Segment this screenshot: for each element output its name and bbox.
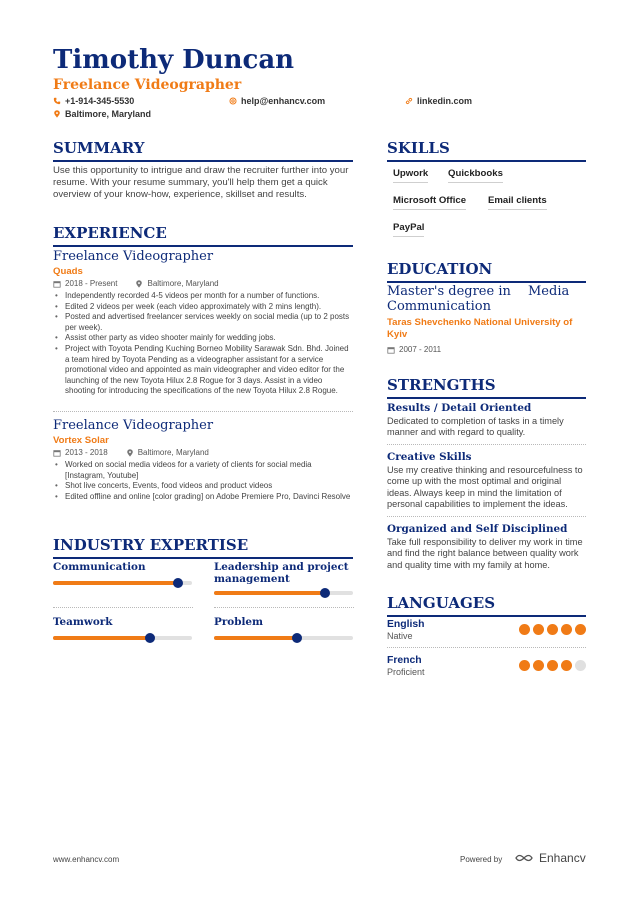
language-level: Proficient <box>387 667 425 677</box>
expertise-item <box>53 561 193 585</box>
job-title: Freelance Videographer <box>53 249 214 264</box>
language-rating <box>519 624 586 635</box>
contact-email[interactable] <box>229 96 325 106</box>
strength-item <box>387 451 586 511</box>
job-dates: 2018 - Present <box>65 279 118 288</box>
rating-dot <box>533 624 544 635</box>
contact-phone[interactable] <box>53 96 134 106</box>
section-title-skills: SKILLS <box>387 139 586 162</box>
expertise-bar-knob <box>145 633 155 643</box>
strength-title: Results / Detail Oriented <box>387 402 532 414</box>
divider <box>53 411 353 412</box>
location-icon <box>126 449 134 457</box>
resume-header <box>53 44 593 94</box>
skill-tag: PayPal <box>393 222 424 237</box>
footer-brand: Enhancv <box>539 851 586 865</box>
enhancv-logo-icon <box>513 852 535 864</box>
skill-tag: Microsoft Office <box>393 195 466 210</box>
section-title-education: EDUCATION <box>387 260 586 283</box>
job-location: Baltimore, Maryland <box>147 279 219 288</box>
rating-dot <box>575 660 586 671</box>
job-bullet: • Edited 2 videos per week (each video approximately with 2 mins length). <box>53 302 353 313</box>
job-meta <box>53 278 353 290</box>
expertise-bar-knob <box>320 588 330 598</box>
footer-website[interactable]: www.enhancv.com <box>53 855 120 864</box>
footer-logo[interactable] <box>513 851 586 865</box>
expertise-bar-fill <box>53 581 178 585</box>
job-title: Freelance Videographer <box>53 418 214 433</box>
section-title-experience: EXPERIENCE <box>53 224 353 247</box>
job-bullets <box>53 460 353 502</box>
education-degree: Master's degree in <box>387 284 511 299</box>
expertise-label: Teamwork <box>53 616 113 628</box>
expertise-item <box>214 561 354 595</box>
phone-text: +1-914-345-5530 <box>65 96 135 106</box>
job-company: Vortex Solar <box>53 435 109 446</box>
education-dates: 2007 - 2011 <box>399 345 442 354</box>
job-dates: 2013 - 2018 <box>65 448 108 457</box>
expertise-bar-knob <box>173 578 183 588</box>
section-title-languages: LANGUAGES <box>387 594 586 617</box>
calendar-icon <box>387 346 395 354</box>
strength-item <box>387 523 586 571</box>
section-title-summary: SUMMARY <box>53 139 353 162</box>
location-text: Baltimore, Maryland <box>65 109 152 119</box>
education-entry <box>387 284 586 356</box>
divider <box>387 647 586 648</box>
education-meta <box>387 344 586 356</box>
job-bullet: • Assist other party as video shooter mainly for wedding jobs. <box>53 333 353 344</box>
rating-dot <box>561 624 572 635</box>
language-item <box>387 654 586 678</box>
calendar-icon <box>53 280 61 288</box>
language-item <box>387 618 586 642</box>
divider <box>387 516 586 517</box>
job-location: Baltimore, Maryland <box>137 448 209 457</box>
summary-text: Use this opportunity to intrigue and draw the recruiter further into your resume. With your resume summary, you'll help them get a quick overview of your know-how, experience, skillset and results. <box>53 165 349 200</box>
expertise-bar-fill <box>214 636 297 640</box>
job-entry <box>53 418 353 502</box>
skill-tag: Email clients <box>488 195 547 210</box>
location-icon <box>53 110 61 118</box>
job-bullet: • Posted and advertised freelancer services weekly on social media (up to 2 posts per week). <box>53 312 353 333</box>
strength-title: Organized and Self Disciplined <box>387 523 568 535</box>
divider <box>387 444 586 445</box>
expertise-bar-knob <box>292 633 302 643</box>
strength-desc: Use my creative thinking and resourcefulness to come up with the most optimal and original ideas. Always keep in mind the limitation of personal capabilities to implement the ideas. <box>387 465 583 510</box>
at-icon <box>229 97 237 105</box>
expertise-label: Leadership and project management <box>214 561 349 585</box>
rating-dot <box>519 624 530 635</box>
education-field: Media <box>528 284 570 299</box>
contact-website[interactable] <box>405 96 472 106</box>
phone-icon <box>53 97 61 105</box>
expertise-bar <box>53 581 192 585</box>
education-degree-line <box>387 284 586 299</box>
rating-dot <box>519 660 530 671</box>
strength-title: Creative Skills <box>387 451 472 463</box>
rating-dot <box>547 660 558 671</box>
skill-tag: Upwork <box>393 168 428 183</box>
expertise-bar-fill <box>214 591 325 595</box>
job-bullet: • Project with Toyota Pending Kuching Borneo Mobility Sarawak Sdn. Bhd. Joined a team hired by Toyota Pending as a videographer assistant for a service promotional video and appointed as main videographer and video editor for the launching of the new Toyota Hilux 2.8 Rogue for 3 days. Assist in a video shooting for introducing the specifications of the new Toyota Hilux 2.8 Rogue. <box>53 344 353 397</box>
divider <box>214 607 354 608</box>
expertise-item <box>214 616 354 640</box>
rating-dot <box>561 660 572 671</box>
location-icon <box>135 280 143 288</box>
job-meta <box>53 447 353 459</box>
website-text: linkedin.com <box>417 96 473 106</box>
job-bullet: • Worked on social media videos for a variety of clients for social media [Instagram, Youtube] <box>53 460 353 481</box>
expertise-bar <box>214 636 353 640</box>
job-entry <box>53 249 353 397</box>
strength-desc: Dedicated to completion of tasks in a timely manner and with regard to quality. <box>387 416 564 438</box>
expertise-bar <box>214 591 353 595</box>
expertise-label: Communication <box>53 561 146 573</box>
language-rating <box>519 660 586 671</box>
footer-powered-by: Powered by <box>460 855 503 864</box>
strength-item <box>387 402 586 439</box>
section-title-expertise: INDUSTRY EXPERTISE <box>53 536 353 559</box>
expertise-bar-fill <box>53 636 150 640</box>
candidate-name: Timothy Duncan <box>53 45 295 75</box>
language-name: French <box>387 655 422 666</box>
strength-desc: Take full responsibility to deliver my work in time and find the right balance between quality work and quality time with my family at home. <box>387 537 583 570</box>
expertise-label: Problem <box>214 616 264 628</box>
divider <box>53 607 193 608</box>
candidate-role: Freelance Videographer <box>53 77 242 93</box>
calendar-icon <box>53 449 61 457</box>
language-level: Native <box>387 631 413 641</box>
rating-dot <box>575 624 586 635</box>
rating-dot <box>533 660 544 671</box>
section-title-strengths: STRENGTHS <box>387 376 586 399</box>
rating-dot <box>547 624 558 635</box>
job-bullets <box>53 291 353 397</box>
job-company: Quads <box>53 266 83 277</box>
skill-tag: Quickbooks <box>448 168 503 183</box>
education-field-cont: Communication <box>387 299 491 314</box>
education-school: Taras Shevchenko National University of Kyiv <box>387 317 573 340</box>
expertise-item <box>53 616 193 640</box>
language-name: English <box>387 619 425 630</box>
job-bullet: • Edited offline and online [color grading] on Adobe Premiere Pro, Davinci Resolve <box>53 492 353 503</box>
email-text: help@enhancv.com <box>241 96 326 106</box>
link-icon <box>405 97 413 105</box>
job-bullet: • Independently recorded 4-5 videos per month for a number of functions. <box>53 291 353 302</box>
expertise-bar <box>53 636 192 640</box>
job-bullet: • Shot live concerts, Events, food videos and product videos <box>53 481 353 492</box>
contact-location <box>53 109 151 119</box>
